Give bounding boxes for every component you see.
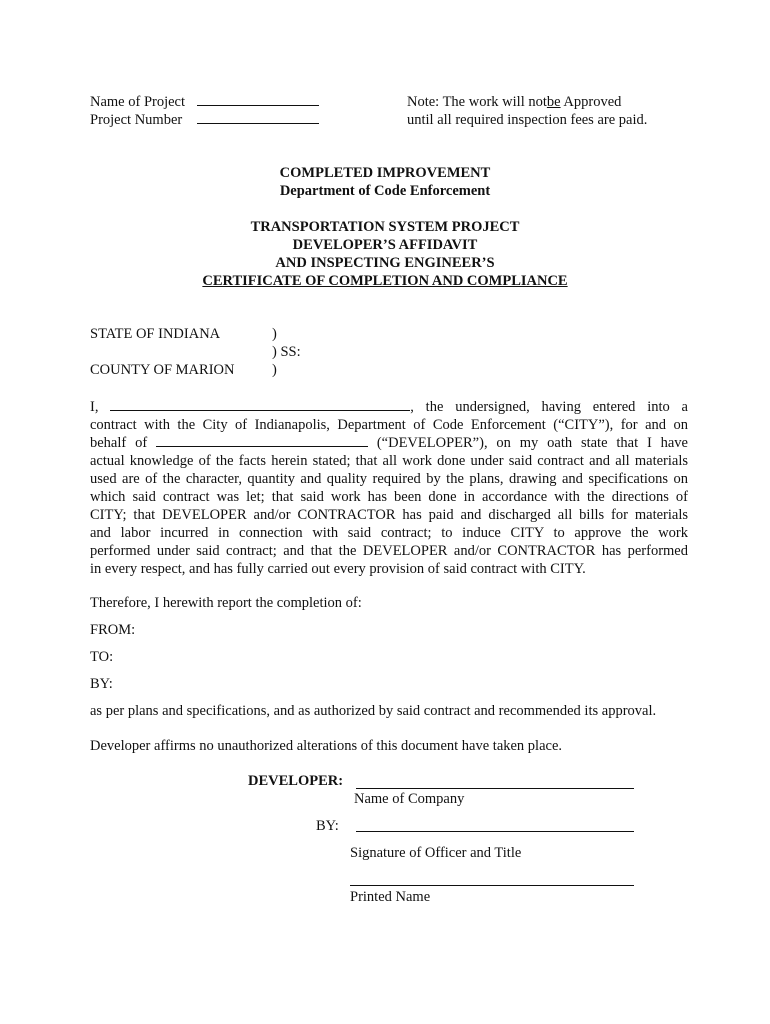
- completion-from-label: FROM:: [90, 622, 136, 638]
- project-number-label: Project Number: [90, 112, 183, 128]
- completion-by-label: BY:: [90, 676, 113, 692]
- company-name-line[interactable]: [356, 788, 634, 789]
- fee-note-emphasis: be: [546, 94, 561, 110]
- by-label: BY:: [316, 818, 339, 834]
- officer-signature-caption: Signature of Officer and Title: [350, 845, 522, 861]
- developer-affirmation: Developer affirms no unauthorized alterations of this document have taken place.: [90, 738, 563, 754]
- company-name-caption: Name of Company: [354, 791, 465, 807]
- printed-name-caption: Printed Name: [350, 889, 431, 905]
- fee-note-text: Note: The work will not: [407, 94, 547, 110]
- project-name-label: Name of Project: [90, 94, 186, 110]
- printed-name-line[interactable]: [350, 885, 634, 886]
- affidavit-i: I,: [90, 399, 99, 415]
- officer-signature-line[interactable]: [356, 831, 634, 832]
- title-completed-improvement: COMPLETED IMPROVEMENT: [279, 165, 491, 181]
- affidavit-line-3: [90, 434, 688, 452]
- title-inspecting-engineers: AND INSPECTING ENGINEER’S: [275, 255, 495, 271]
- affidavit-line-10: in every respect, and has fully carried out every provision of said contract with CITY.: [90, 561, 586, 577]
- fee-note-text-end: Approved: [563, 94, 622, 110]
- fee-note-line2: until all required inspection fees are paid.: [407, 112, 648, 128]
- affidavit-line-5: used are of the character, quantity and quality required by the plans, drawing and specifications on: [90, 471, 688, 487]
- affiant-name-field[interactable]: [110, 398, 410, 411]
- project-name-row: [90, 94, 319, 111]
- venue-paren-bottom: ): [272, 362, 277, 378]
- affidavit-developer-text: (“DEVELOPER”), on my oath state that I have: [376, 435, 688, 451]
- affidavit-text: , the undersigned, having entered into a: [410, 399, 688, 415]
- project-number-row: [90, 112, 319, 129]
- title-developers-affidavit: DEVELOPER’S AFFIDAVIT: [292, 237, 478, 253]
- completion-to-label: TO:: [90, 649, 114, 665]
- title-transportation-project: TRANSPORTATION SYSTEM PROJECT: [250, 219, 520, 235]
- project-number-field[interactable]: [197, 123, 319, 124]
- affidavit-line-7: CITY; that DEVELOPER and/or CONTRACTOR has paid and discharged all bills for materials: [90, 507, 688, 523]
- fee-note-line1: [407, 94, 621, 111]
- venue-state: STATE OF INDIANA: [90, 326, 221, 342]
- affidavit-line-6: which said contract was let; that said work has been done in accordance with the directions of: [90, 489, 688, 505]
- venue-county: COUNTY OF MARION: [90, 362, 235, 378]
- completion-per-plans: as per plans and specifications, and as authorized by said contract and recommended its approval.: [90, 703, 657, 719]
- title-department: Department of Code Enforcement: [279, 183, 491, 199]
- completion-intro: Therefore, I herewith report the completion of:: [90, 595, 362, 611]
- title-certificate: CERTIFICATE OF COMPLETION AND COMPLIANCE: [202, 273, 568, 289]
- affidavit-line-9: performed under said contract; and that the DEVELOPER and/or CONTRACTOR has performed: [90, 543, 688, 559]
- venue-ss: ) SS:: [272, 344, 301, 360]
- project-name-field[interactable]: [197, 105, 319, 106]
- affidavit-behalf: behalf of: [90, 435, 148, 451]
- affidavit-line-8: and labor incurred in connection with said contract; to induce CITY to approve the work: [90, 525, 688, 541]
- affidavit-line-4: actual knowledge of the facts herein stated; that all work done under said contract and all materials: [90, 453, 688, 469]
- affidavit-line-2: contract with the City of Indianapolis, Department of Code Enforcement (“CITY”), for and on: [90, 417, 688, 433]
- affidavit-line-1: [90, 398, 688, 416]
- developer-label: DEVELOPER:: [248, 773, 344, 789]
- developer-name-field[interactable]: [156, 434, 368, 447]
- venue-paren-top: ): [272, 326, 277, 342]
